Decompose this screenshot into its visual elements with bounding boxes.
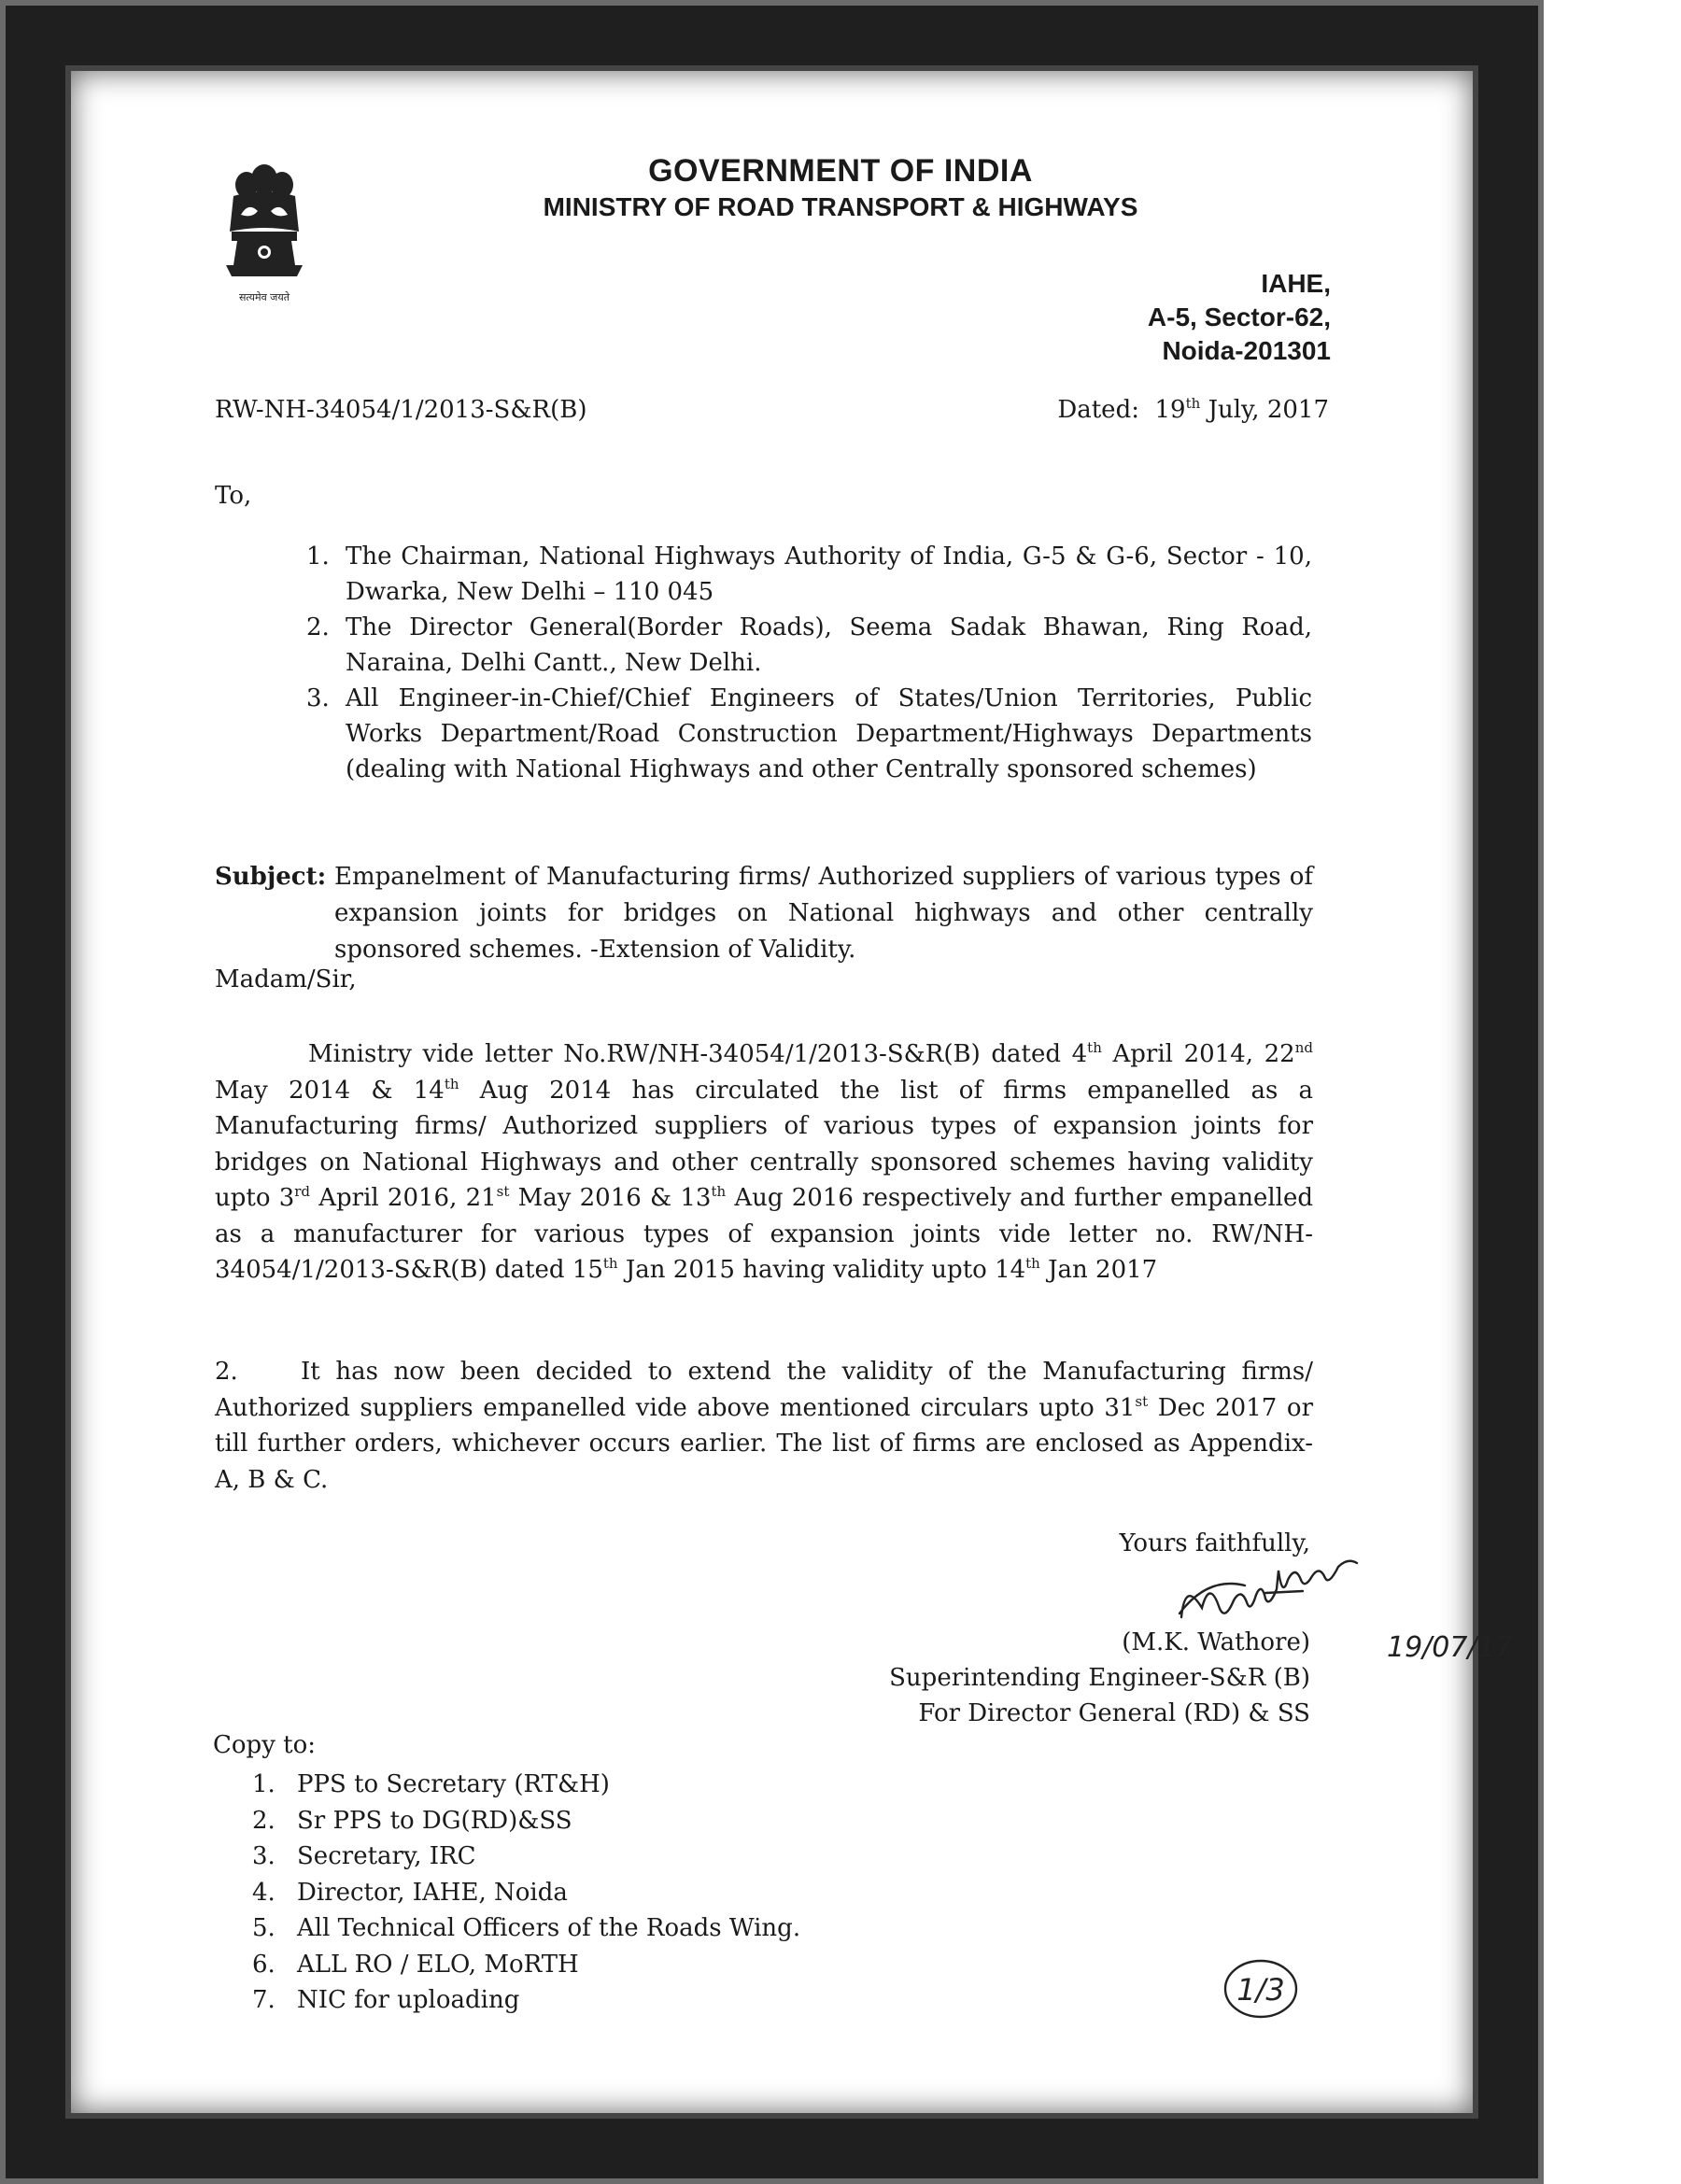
- para-number: 2.: [215, 1358, 238, 1386]
- para-text: It has now been decided to extend the validity of the Manufacturing firms/ Authorized suppliers empanelled vide above mentioned circulars upto 31: [215, 1358, 1313, 1422]
- recipient-list: [299, 539, 1312, 787]
- recipient-item: [299, 681, 1312, 787]
- header-ministry: MINISTRY OF ROAD TRANSPORT & HIGHWAYS: [543, 192, 1138, 221]
- para-text: May 2014 & 14: [215, 1076, 445, 1105]
- subject-label: Subject:: [215, 863, 327, 891]
- signatory-designation: Superintending Engineer-S&R (B): [889, 1664, 1310, 1692]
- para-text: Dec 2017 or till further orders, whichever occurs earlier. The list of firms are enclosed as Appendix-A, B & C.: [215, 1393, 1313, 1494]
- ordinal: th: [711, 1183, 727, 1200]
- date-suffix: th: [1185, 395, 1201, 412]
- copy-number: 4.: [252, 1878, 275, 1907]
- para-text: Aug 2014 has circulated the list of firms empanelled as a Manufacturing firms/ Authorized suppliers of various types of expansion joints for bridges on National Highways and other centrally sponsored schemes having validity upto 3: [215, 1076, 1313, 1212]
- page-number-mark: [1219, 1952, 1303, 2026]
- para-text: Jan 2017: [1039, 1256, 1158, 1284]
- copy-text: Secretary, IRC: [297, 1842, 476, 1870]
- copy-text: NIC for uploading: [297, 1986, 520, 2014]
- recipient-text: The Chairman, National Highways Authority of India, G-5 & G-6, Sector - 10, Dwarka, New Delhi – 110 045: [346, 542, 1312, 606]
- letter-date: [1057, 396, 1329, 424]
- copy-item: [252, 1767, 800, 1803]
- body-paragraph-1: [215, 1036, 1313, 1289]
- date-day: 19: [1154, 396, 1186, 424]
- to-label: To,: [215, 482, 252, 510]
- copy-item: [252, 1982, 800, 2019]
- subject-text: Empanelment of Manufacturing firms/ Authorized suppliers of various types of expansion joints for bridges on National highways and other centrally sponsored schemes. -Extension of Validity.: [334, 863, 1313, 964]
- subject-block: [215, 859, 1313, 968]
- recipient-number: 1.: [306, 542, 330, 571]
- copy-to-list: [252, 1767, 800, 2019]
- copy-number: 7.: [252, 1986, 275, 2014]
- recipient-text: All Engineer-in-Chief/Chief Engineers of States/Union Territories, Public Works Department/Road Construction Department/Highways Departments (dealing with National Highways and other Centrally sponsored schemes): [346, 684, 1312, 783]
- ordinal: th: [1025, 1255, 1040, 1272]
- copy-to-label: Copy to:: [213, 1731, 317, 1759]
- copy-item: [252, 1803, 800, 1839]
- para-text: Jan 2015 having validity upto 14: [617, 1256, 1026, 1284]
- copy-text: PPS to Secretary (RT&H): [297, 1770, 610, 1798]
- salutation: Madam/Sir,: [215, 965, 357, 993]
- recipient-item: [299, 539, 1312, 610]
- ordinal: th: [602, 1255, 618, 1272]
- ordinal: rd: [294, 1183, 311, 1200]
- header-government: GOVERNMENT OF INDIA: [648, 153, 1033, 189]
- date-rest: July, 2017: [1200, 396, 1329, 424]
- recipient-item: [299, 610, 1312, 681]
- address-line: Noida-201301: [1162, 336, 1331, 365]
- office-address: [1148, 267, 1331, 368]
- copy-number: 6.: [252, 1950, 275, 1979]
- yours-faithfully: Yours faithfully,: [1119, 1529, 1310, 1557]
- ordinal: th: [1087, 1039, 1102, 1056]
- recipient-number: 3.: [306, 684, 330, 712]
- copy-item: [252, 1910, 800, 1947]
- body-paragraph-2: [215, 1354, 1313, 1498]
- reference-number: RW-NH-34054/1/2013-S&R(B): [215, 396, 587, 424]
- recipient-text: The Director General(Border Roads), Seema Sadak Bhawan, Ring Road, Naraina, Delhi Cantt., New Delhi.: [346, 613, 1312, 677]
- signature-date: 19/07/17: [1387, 1631, 1513, 1664]
- copy-item: [252, 1875, 800, 1911]
- para-text: May 2016 & 13: [509, 1184, 712, 1212]
- signatory-name: (M.K. Wathore): [1122, 1628, 1310, 1656]
- copy-text: ALL RO / ELO, MoRTH: [297, 1950, 579, 1979]
- address-line: IAHE,: [1261, 269, 1331, 298]
- recipient-number: 2.: [306, 613, 330, 641]
- para-text: Ministry vide letter No.RW/NH-34054/1/2013-S&R(B) dated 4: [308, 1040, 1088, 1068]
- para-text: April 2016, 21: [310, 1184, 497, 1212]
- copy-item: [252, 1839, 800, 1875]
- ordinal: th: [444, 1075, 459, 1092]
- para-text: April 2014, 22: [1101, 1040, 1295, 1068]
- page-number-text: 1/3: [1236, 1972, 1285, 2008]
- copy-number: 5.: [252, 1914, 275, 1942]
- ordinal: st: [1135, 1392, 1149, 1410]
- copy-number: 2.: [252, 1806, 275, 1835]
- copy-number: 1.: [252, 1770, 275, 1798]
- ordinal: st: [496, 1183, 510, 1200]
- emblem-motto: सत्यमेव जयते: [238, 291, 290, 303]
- copy-text: Director, IAHE, Noida: [297, 1878, 568, 1907]
- signatory-for: For Director General (RD) & SS: [918, 1699, 1310, 1727]
- ordinal: nd: [1294, 1039, 1313, 1056]
- copy-text: Sr PPS to DG(RD)&SS: [297, 1806, 572, 1835]
- para-text: Aug 2016 respectively and further empanelled as a manufacturer for various types of expansion joints vide letter no. RW/NH-34054/1/2013-S&R(B) dated 15: [215, 1184, 1314, 1284]
- copy-text: All Technical Officers of the Roads Wing.: [297, 1914, 801, 1942]
- date-label: Dated:: [1057, 396, 1139, 424]
- copy-item: [252, 1947, 800, 1983]
- copy-number: 3.: [252, 1842, 275, 1870]
- address-line: A-5, Sector-62,: [1147, 303, 1331, 331]
